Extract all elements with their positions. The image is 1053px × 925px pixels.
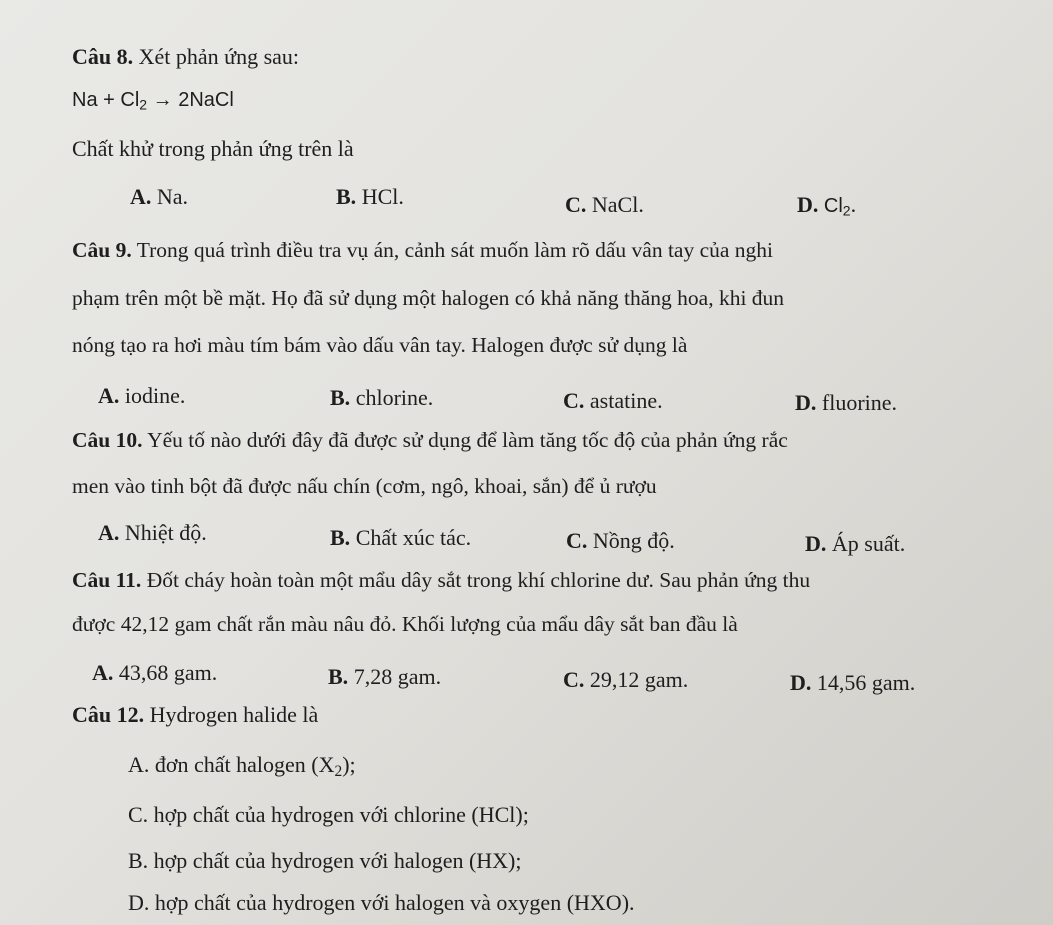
reaction-arrow: → bbox=[152, 89, 173, 111]
option-b[interactable]: B. chlorine. bbox=[330, 385, 434, 410]
option-b[interactable]: B. HCl. bbox=[336, 184, 404, 209]
option-a[interactable]: A. Nhiệt độ. bbox=[98, 520, 207, 545]
option-d[interactable]: D. $Cl_2$. bbox=[797, 192, 857, 219]
option-b[interactable]: B. 7,28 gam. bbox=[328, 664, 442, 689]
option-d[interactable]: D. 14,56 gam. bbox=[790, 670, 916, 695]
reactant: Na bbox=[72, 89, 98, 111]
question-8-header bbox=[72, 44, 299, 70]
product: 2NaCl bbox=[178, 89, 234, 111]
option-d[interactable]: D. Áp suất. bbox=[805, 531, 906, 556]
question-9-line-3: nóng tạo ra hơi màu tím bám vào dấu vân tay. Halogen được sử dụng là bbox=[72, 333, 688, 357]
reactant: $Cl_2$ bbox=[120, 89, 148, 113]
question-10-line-2: men vào tinh bột đã được nấu chín (cơm, ngô, khoai, sắn) để ủ rượu bbox=[72, 474, 657, 498]
question-10-line-1: Câu 10. Yếu tố nào dưới đây đã được sử dụng để làm tăng tốc độ của phản ứng rắc bbox=[72, 428, 788, 452]
question-stem: Hydrogen halide là bbox=[149, 702, 319, 727]
option-b[interactable]: B. Chất xúc tác. bbox=[330, 525, 472, 550]
option-d[interactable]: D. fluorine. bbox=[795, 390, 898, 415]
option-a[interactable]: A. đơn chất halogen $(X_2)$; bbox=[128, 752, 356, 780]
question-number: Câu 9. bbox=[72, 238, 132, 262]
option-c[interactable]: C. 29,12 gam. bbox=[563, 667, 689, 692]
question-11-line-2: được 42,12 gam chất rắn màu nâu đỏ. Khối lượng của mẩu dây sắt ban đầu là bbox=[72, 612, 738, 636]
option-a[interactable]: A. 43,68 gam. bbox=[92, 660, 218, 685]
option-b[interactable]: B. hợp chất của hydrogen với halogen (HX); bbox=[128, 848, 522, 873]
question-11-line-1: Câu 11. Đốt cháy hoàn toàn một mẩu dây sắt trong khí chlorine dư. Sau phản ứng thu bbox=[72, 568, 811, 592]
option-c[interactable]: C. Nồng độ. bbox=[566, 528, 675, 553]
question-number: Câu 12. bbox=[72, 702, 145, 727]
chemical-equation bbox=[72, 88, 234, 113]
question-12-header bbox=[72, 702, 318, 728]
question-stem: Chất khử trong phản ứng trên là bbox=[72, 136, 354, 161]
option-c[interactable]: C. astatine. bbox=[563, 388, 663, 413]
question-stem: Xét phản ứng sau: bbox=[138, 44, 300, 69]
question-9-line-1: Câu 9. Trong quá trình điều tra vụ án, cảnh sát muốn làm rõ dấu vân tay của nghi bbox=[72, 238, 774, 262]
question-9-line-2: phạm trên một bề mặt. Họ đã sử dụng một halogen có khả năng thăng hoa, khi đun bbox=[72, 286, 785, 310]
question-number: Câu 11. bbox=[72, 568, 142, 592]
question-number: Câu 8. bbox=[72, 44, 134, 69]
option-c[interactable]: C. NaCl. bbox=[565, 192, 644, 217]
option-a[interactable]: A. Na. bbox=[130, 184, 189, 209]
option-c[interactable]: C. hợp chất của hydrogen với chlorine (HCl); bbox=[128, 802, 529, 827]
option-a[interactable]: A. iodine. bbox=[98, 383, 186, 408]
plus-sign: + bbox=[103, 89, 115, 111]
option-d[interactable]: D. hợp chất của hydrogen với halogen và oxygen (HXO). bbox=[128, 890, 635, 915]
question-number: Câu 10. bbox=[72, 428, 143, 452]
